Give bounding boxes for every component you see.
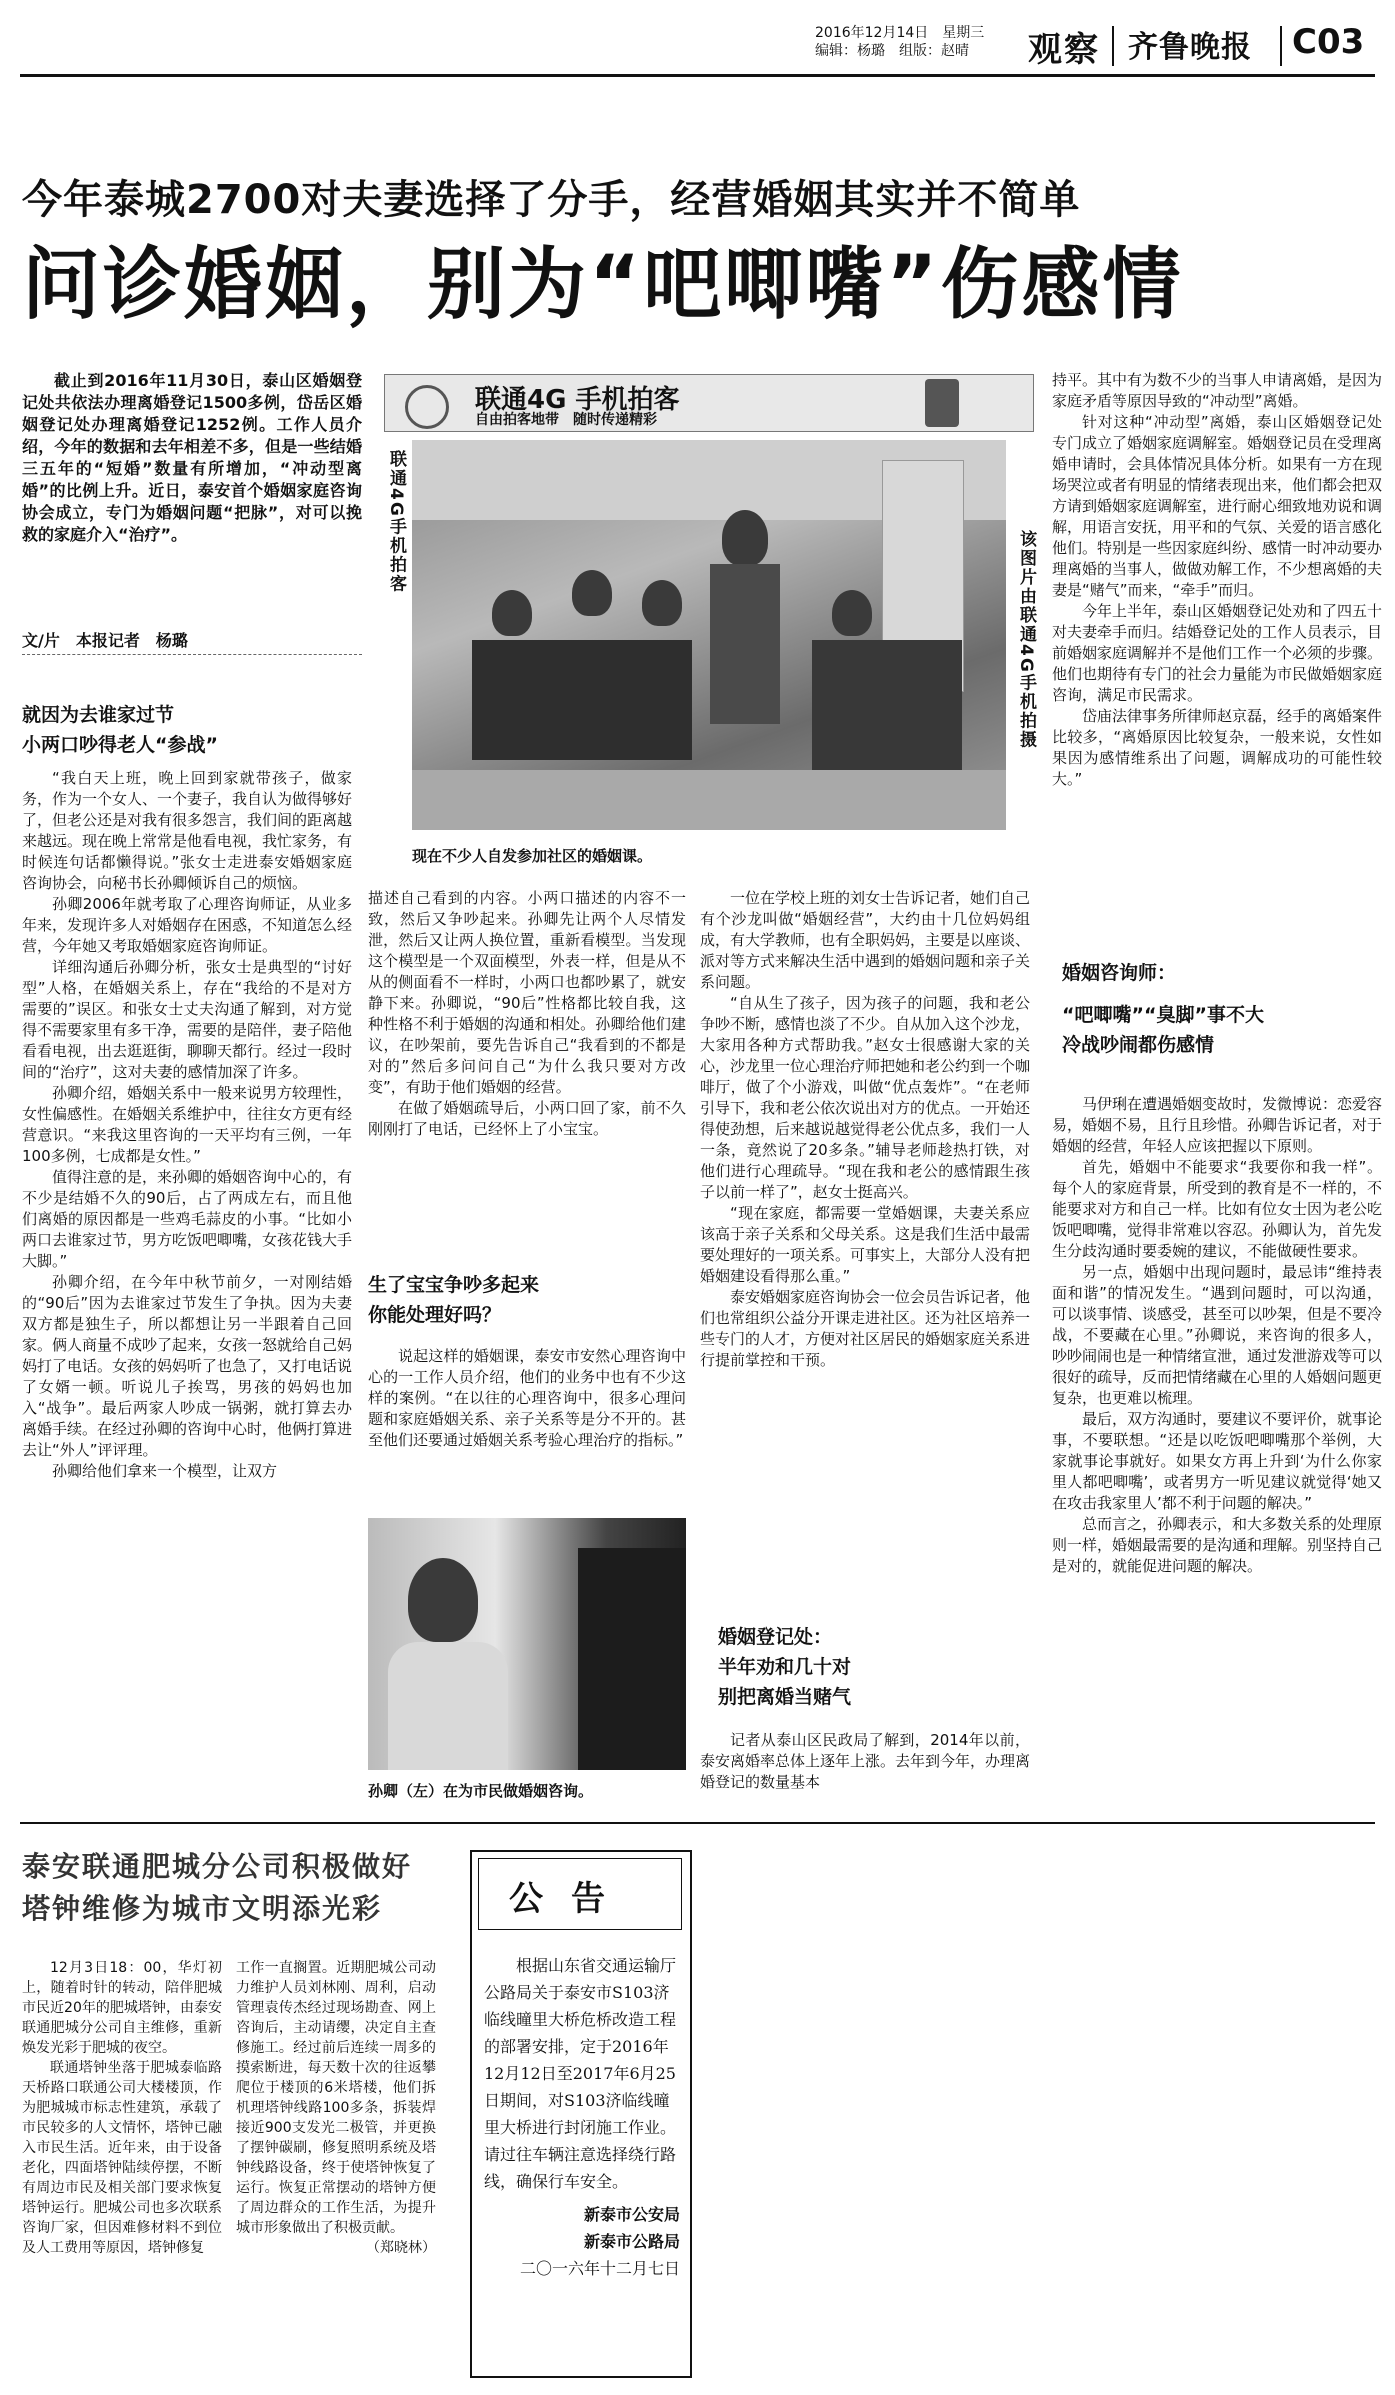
unicom-headline-line2: 塔钟维修为城市文明添光彩 [22, 1892, 383, 1925]
photo-attendee-head [572, 570, 612, 616]
paragraph: 工作一直搁置。近期肥城公司动力维护人员刘林刚、周利，启动管理袁传杰经过现场勘查、网上咨询后，主动请缨，决定自主查修施工。经过前后连续一周多的摸索断进，每天数十次的往返攀爬位于楼顶的6米塔楼，他们拆机理塔钟线路100多条，拆装焊接近900支发光二极管，并更换了摆钟碳刷，修复照明系统及塔钟线路设备，终于使塔钟恢复了运行。恢复正常摆动的塔钟方便了周边群众的工作生活，为提升城市形象做出了积极贡献。 [236, 1960, 436, 2236]
notice-title: 公告 [509, 1879, 633, 1919]
photo-speaker-body [710, 564, 780, 724]
photo-attendees [812, 640, 962, 790]
photo-counselor-head [408, 1558, 478, 1642]
paragraph: 联通塔钟坐落于肥城泰临路天桥路口联通公司大楼楼顶，作为肥城城市标志性建筑，承载了市民较多的人文情怀，塔钟已融入市民生活。近年来，由于设备老化，四面塔钟陆续停摆，不断有周边市民及相关部门要求恢复塔钟运行。肥城公司也多次联系咨询厂家，但因难修材料不到位及人工费用等原因，塔钟修复 [22, 2060, 222, 2256]
paragraph: 总而言之，孙卿表示，和大多数关系的处理原则一样，婚姻最需要的是沟通和理解。别坚持自己是对的，就能促进问题的解决。 [1052, 1515, 1383, 1575]
notice-box [470, 1850, 692, 2378]
section-rule [20, 1822, 1375, 1824]
photo-banner [384, 374, 1034, 432]
header-date [815, 24, 1015, 60]
page-number: C03 [1292, 22, 1365, 62]
notice-title-frame [478, 1858, 682, 1930]
section-4-title-line2: 冷战吵闹都伤感情 [1062, 1034, 1215, 1056]
notice-signer-1: 新泰市公安局 [583, 2205, 680, 2224]
paragraph: 持平。其中有为数不少的当事人申请离婚，是因为家庭矛盾等原因导致的“冲动型”离婚。 [1052, 371, 1383, 410]
paragraph: 描述自己看到的内容。小两口描述的内容不一致，然后又争吵起来。孙卿先让两个人尽情发泄，然后又让两人换位置，重新看模型。当发现这个模型是一个双面模型，外表一样，但是从不从的侧面看不一样时，小两口也都吵累了，就安静下来。孙卿说，“90后”性格都比较自我，这种性格不利于婚姻的沟通和相处。孙卿给他们建议，在吵架前，要先告诉自己“我看到的不都是对的”然后多问问自己“为什么我只要对方改变”，有助于他们婚姻的经营。 [368, 889, 686, 1096]
column-2-b [368, 1346, 686, 1451]
unicom-signature: （郑晓林） [366, 2240, 436, 2256]
article-byline: 文/片 本报记者 杨璐 [22, 631, 188, 650]
photo-2-caption: 孙卿（左）在为市民做婚姻咨询。 [368, 1782, 594, 1800]
paragraph: 在做了婚姻疏导后，小两口回了家，前不久刚刚打了电话，已经怀上了小宝宝。 [368, 1099, 686, 1138]
section-3-title [718, 1622, 851, 1712]
photo-2-frame [368, 1518, 686, 1808]
header-divider [1112, 26, 1114, 66]
unicom-headline-line1: 泰安联通肥城分公司积极做好 [22, 1850, 413, 1883]
paragraph: 一位在学校上班的刘女士告诉记者，她们自己有个沙龙叫做“婚姻经营”，大约由十几位妈妈组成，有大学教师，也有全职妈妈，主要是以座谈、派对等方式来解决生活中遇到的婚姻问题和亲子关系问题。 [700, 889, 1031, 991]
section-3-title-line1: 半年劝和几十对 [718, 1656, 852, 1678]
photo-client [578, 1548, 686, 1770]
unicom-column-1 [22, 1958, 222, 2258]
paragraph: 马伊琍在遭遇婚姻变故时，发微博说：恋爱容易，婚姻不易，且行且珍惜。孙卿告诉记者，对于婚姻的经营，年轻人应该把握以下原则。 [1052, 1095, 1383, 1155]
phone-icon [925, 379, 959, 427]
unicom-headline [22, 1846, 412, 1930]
section-1-title-line1: 就因为去谁家过节 [22, 704, 175, 726]
section-3-title-line2: 别把离婚当赌气 [718, 1686, 852, 1708]
paragraph: 孙卿介绍，婚姻关系中一般来说男方较理性，女性偏感性。在婚姻关系维护中，往往女方更有经营意识。“来我这里咨询的一天平均有三例，一年100多例，七成都是女性。” [22, 1084, 353, 1165]
photo-side-label-right: 该图片由联通4G手机拍摄 [1016, 530, 1036, 750]
photo-attendee-head [492, 590, 532, 636]
paragraph: “自从生了孩子，因为孩子的问题，我和老公争吵不断，感情也淡了不少。自从加入这个沙龙，大家用各种方式帮助我。”赵女士很感谢大家的关心，沙龙里一位心理治疗师把她和老公约到一个咖啡厅，做了个小游戏，叫做“优点轰炸”。“在老师引导下，我和老公依次说出对方的优点。一开始还得使劲想，后来越说越觉得老公优点多，我们一人一条，竟然说了20多条。”辅导老师趁热打铁，对他们进行心理疏导。“现在我和老公的感情跟生孩子以前一样了”，赵女士挺高兴。 [700, 994, 1031, 1201]
section-1-title-line2: 小两口吵得老人“参战” [22, 734, 218, 756]
unicom-logo-icon [405, 385, 449, 429]
photo-consultation [368, 1518, 686, 1770]
paragraph: 针对这种“冲动型”离婚，泰山区婚姻登记处专门成立了婚姻家庭调解室。婚姻登记员在受理离婚申请时，会具体情况具体分析。如果有一方在现场哭泣或者有明显的情绪表现出来，他们都会把双方请到婚姻家庭调解室，进行耐心细致地劝说和调解，用语言安抚，用平和的气氛、关爱的语言感化他们。特别是一些因家庭纠纷、感情一时冲动要办理离婚的当事人，做做劝解工作，不少想离婚的夫妻是“赌气”而来，“牵手”而归。 [1052, 413, 1383, 599]
byline-rule [22, 654, 362, 655]
paragraph: 今年上半年，泰山区婚姻登记处劝和了四五十对夫妻牵手而归。结婚登记处的工作人员表示，目前婚姻家庭调解并不是他们工作一个必须的步骤。他们也期待有专门的社会力量能为市民做婚姻家庭咨询，满足市民需求。 [1052, 602, 1383, 704]
photo-counselor-body [388, 1642, 508, 1770]
column-4 [1052, 370, 1382, 790]
paragraph: 岱庙法律事务所律师赵京磊，经手的离婚案件比较多，“离婚原因比较复杂，一般来说，女性如果因为感情维系出了问题，调解成功的可能性较大。” [1052, 707, 1383, 788]
section-1-title [22, 700, 218, 760]
section-4-title-line0: 婚姻咨询师： [1062, 962, 1177, 984]
photo-side-label-left: 联通4G手机拍客 [386, 450, 406, 594]
column-4-b [1052, 1094, 1382, 1577]
paragraph: 孙卿介绍，在今年中秋节前夕，一对刚结婚的“90后”因为去谁家过节发生了争执。因为夫妻双方都是独生子，所以都想让另一半跟着自己回家。俩人商量不成吵了起来，女孩一怒就给自己妈妈打了电话。女孩的妈妈听了也急了，又打电话说了女婿一顿。听说儿子挨骂，男孩的妈妈也加入“战争”。最后两家人吵成一锅粥，就打算去办离婚手续。在经过孙卿的咨询中心时，他俩打算进去让“外人”评评理。 [22, 1273, 353, 1459]
column-2 [368, 888, 686, 1140]
photo-attendees [472, 640, 692, 760]
photo-1-frame [378, 370, 1038, 880]
editor-line: 编辑：杨璐 组版：赵晴 [815, 43, 969, 59]
paragraph: 另一点，婚姻中出现问题时，最忌讳“维持表面和谐”的情况发生。“遇到问题时，可以沟通，可以谈事情、谈感受，甚至可以吵架，但是不要冷战，不要藏在心里。”孙卿说，来咨询的很多人，吵吵闹闹也是一种情绪宣泄，通过发泄游戏等可以很好的疏导，反而把情绪藏在心里的人婚姻问题更复杂，也更难以梳理。 [1052, 1263, 1383, 1407]
column-1 [22, 768, 352, 1482]
article-headline: 问诊婚姻，别为“吧唧嘴”伤感情 [22, 240, 1184, 330]
unicom-column-2 [236, 1958, 436, 2258]
date-line: 2016年12月14日 星期三 [815, 25, 985, 41]
photo-speaker-head [722, 510, 768, 566]
paragraph: 详细沟通后孙卿分析，张女士是典型的“讨好型”人格，在婚姻关系上，存在“我给的不是对方需要的”误区。和张女士丈夫沟通了解到，对方觉得不需要家里有多干净，需要的是陪伴，妻子陪他看看电视，出去逛逛街，聊聊天都行。经过一段时间的“治疗”，这对夫妻的感情加深了许多。 [22, 958, 353, 1081]
section-3-title-line0: 婚姻登记处： [718, 1626, 833, 1648]
section-4-title [1062, 958, 1264, 1060]
paragraph: 孙卿2006年就考取了心理咨询师证，从业多年来，发现许多人对婚姻存在困惑，不知道怎么经营，今年她又考取婚姻家庭咨询师证。 [22, 895, 353, 955]
banner-subtitle: 自由拍客地带 随时传递精彩 [475, 412, 657, 428]
notice-text: 根据山东省交通运输厅公路局关于泰安市S103济临线曈里大桥危桥改造工程的部署安排，定于2016年12月12日至2017年6月25日期间，对S103济临线曈里大桥进行封闭施工作业。请过往车辆注意选择绕行路线，确保行车安全。 [484, 1956, 677, 2191]
paragraph: 12月3日18：00，华灯初上，随着时针的转动，陪伴肥城市民近20年的肥城塔钟，由泰安联通肥城分公司自主维修，重新焕发光彩于肥城的夜空。 [22, 1960, 222, 2056]
section-2-title [368, 1270, 539, 1330]
header-divider [1280, 26, 1282, 66]
section-2-title-line2: 你能处理好吗？ [368, 1304, 502, 1326]
photo-1-caption: 现在不少人自发参加社区的婚姻课。 [412, 847, 653, 865]
notice-body [484, 1952, 680, 2282]
article-subhead: 今年泰城2700对夫妻选择了分手，经营婚姻其实并不简单 [22, 177, 1081, 223]
column-3 [700, 888, 1030, 1371]
paragraph: “现在家庭，都需要一堂婚姻课，夫妻关系应该高于亲子关系和父母关系。这是我们生活中最需要处理好的一项关系。可事实上，大部分人没有把婚姻建设看得那么重。” [700, 1204, 1031, 1285]
paragraph: 最后，双方沟通时，要建议不要评价，就事论事，不要联想。“还是以吃饭吧唧嘴那个举例，大家就事论事就好。如果女方再上升到‘为什么你家里人都吧唧嘴’，或者男方一听见建议就觉得‘她又在攻击我家里人’都不利于问题的解决。” [1052, 1410, 1383, 1512]
article-lead [22, 370, 362, 546]
notice-date: 二〇一六年十二月七日 [519, 2259, 680, 2278]
photo-attendee-head [642, 580, 682, 626]
photo-attendee-head [832, 590, 872, 636]
paragraph: 说起这样的婚姻课，泰安市安然心理咨询中心的一工作人员介绍，他们的业务中也有不少这样的案例。“在以往的心理咨询中，很多心理问题和家庭婚姻关系、亲子关系等是分不开的。甚至他们还要通过婚姻关系考验心理治疗的指标。” [368, 1347, 686, 1449]
paragraph: 首先，婚姻中不能要求“我要你和我一样”。每个人的家庭背景，所受到的教育是不一样的，不能要求对方和自己一样。比如有位女士因为老公吃饭吧唧嘴，觉得非常难以容忍。孙卿认为，首先发生分歧沟通时要委婉的建议，不能做硬性要求。 [1052, 1158, 1383, 1260]
section-2-title-line1: 生了宝宝争吵多起来 [368, 1274, 540, 1296]
paragraph: 孙卿给他们拿来一个模型，让双方 [52, 1462, 278, 1480]
column-3-b [700, 1730, 1030, 1793]
paragraph: “我白天上班，晚上回到家就带孩子，做家务，作为一个女人、一个妻子，我自认为做得够好了，但老公还是对我有很多怨言，我们间的距离越来越远。现在晚上常常是他看电视，我忙家务，有时候连句话都懒得说。”张女士走进泰安婚姻家庭咨询协会，向秘书长孙卿倾诉自己的烦恼。 [22, 769, 353, 892]
section-name: 观察 [1028, 30, 1100, 70]
section-4-title-line1: “吧唧嘴”“臭脚”事不大 [1062, 1004, 1264, 1026]
banner-title: 联通4G 手机拍客 [475, 385, 680, 415]
lead-paragraph: 截止到2016年11月30日，泰山区婚姻登记处共依法办理离婚登记1500多例，岱岳区婚姻登记处办理离婚登记1252例。工作人员介绍，今年的数据和去年相差不多，但是一些结婚三五年的“短婚”数量有所增加，“冲动型离婚”的比例上升。近日，泰安首个婚姻家庭咨询协会成立，专门为婚姻问题“把脉”，对可以挽救的家庭介入“治疗”。 [22, 371, 362, 544]
newspaper-logo: 齐鲁晚报 [1128, 30, 1252, 65]
header-rule [20, 74, 1375, 77]
paragraph: 泰安婚姻家庭咨询协会一位会员告诉记者，他们也常组织公益分开课走进社区。还为社区培养一些专门的人才，方便对社区居民的婚姻家庭关系进行提前掌控和干预。 [700, 1288, 1031, 1369]
paragraph: 值得注意的是，来孙卿的婚姻咨询中心的，有不少是结婚不久的90后，占了两成左右，而且他们离婚的原因都是一些鸡毛蒜皮的小事。“比如小两口去谁家过节，男方吃饭吧唧嘴，女孩花钱大手大脚。” [22, 1168, 353, 1270]
photo-floor [412, 770, 1006, 830]
paragraph: 记者从泰山区民政局了解到，2014年以前，泰安离婚率总体上逐年上涨。去年到今年，办理离婚登记的数量基本 [700, 1731, 1031, 1791]
notice-signer-2: 新泰市公路局 [583, 2232, 680, 2251]
photo-counseling-class [412, 440, 1006, 830]
